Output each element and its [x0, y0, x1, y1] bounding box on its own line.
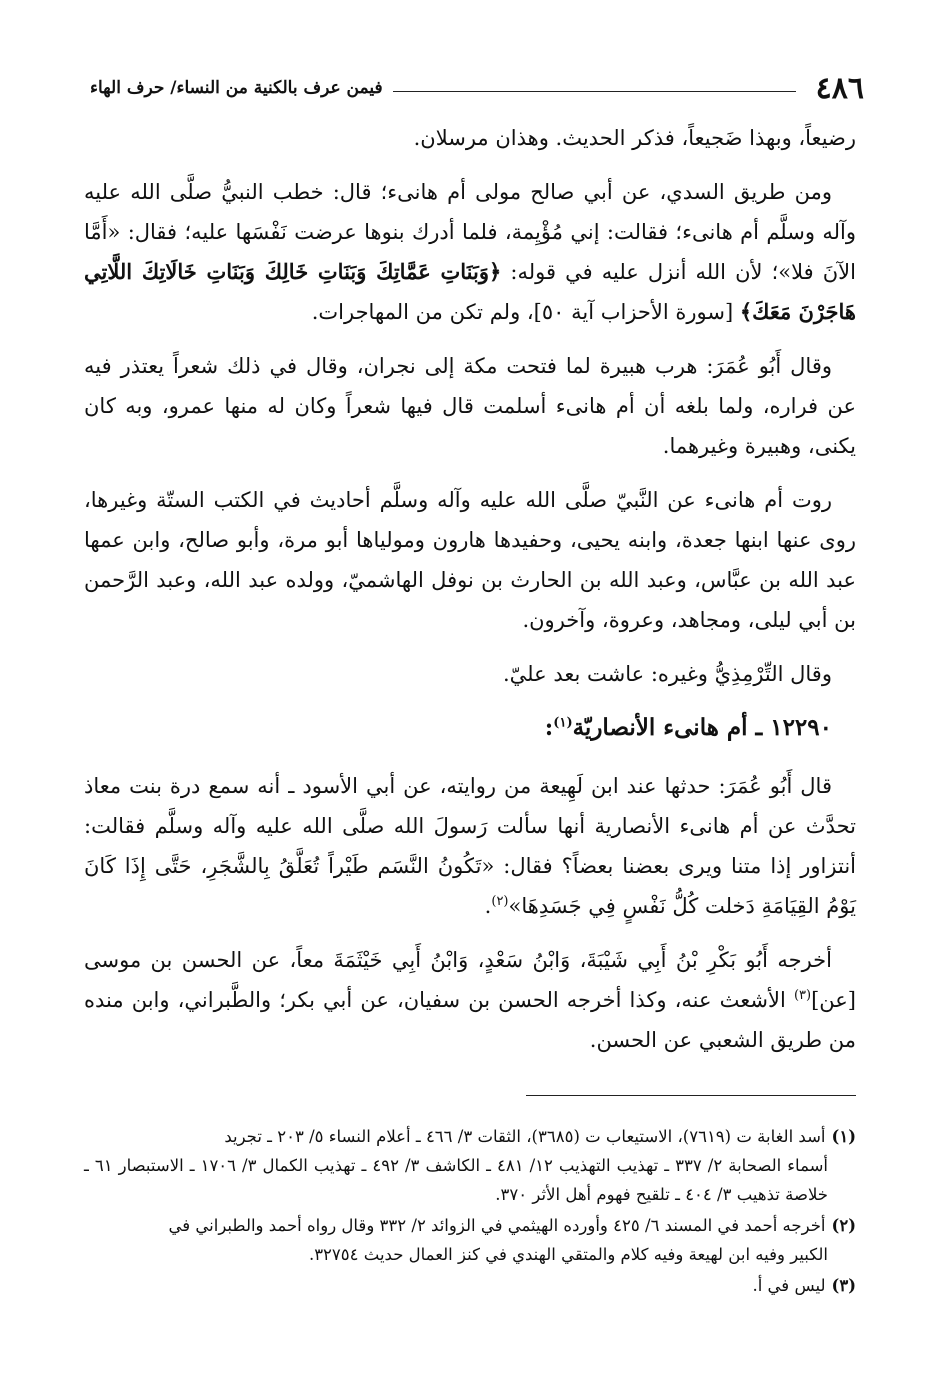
paragraph-7-text: أخرجه أَبُو بَكْرِ بْنُ أَبِي شَيْبَةَ، وَابْنُ سَعْدٍ، وَابْنُ أَبِي خَيْثَمَةَ معاً، عن الحسن بن موسى [عن] — [84, 948, 856, 1012]
footnote-1 — [84, 1122, 856, 1209]
paragraph-7-tail: الأشعث عنه، وكذا أخرجه الحسن بن سفيان، عن أبي بكر؛ والطَّبراني، وابن منده من طريق الشعبي عن الحسن. — [84, 988, 856, 1052]
footnote-3 — [84, 1271, 856, 1300]
footnote-number: (٣) — [831, 1276, 856, 1295]
footnote-text: أسد الغابة ت (٧٦١٩)، الاستيعاب ت (٣٦٨٥)، الثقات ٣/ ٤٦٦ ـ أعلام النساء ٥/ ٢٠٣ ـ تجريد — [224, 1127, 826, 1146]
main-text — [84, 118, 856, 1074]
footnote-2 — [84, 1211, 856, 1269]
footnote-number: (٢) — [831, 1216, 856, 1235]
footnote-ref-3[interactable]: (٣) — [793, 988, 812, 1003]
page-header — [90, 58, 864, 104]
paragraph-6 — [84, 766, 856, 926]
paragraph-7 — [84, 940, 856, 1060]
footnote-number: (١) — [831, 1127, 856, 1146]
paragraph-2 — [84, 172, 856, 332]
paragraph-1: رضيعاً، وبهذا ضَجيعاً، فذكر الحديث. وهذان مرسلان. — [413, 126, 856, 150]
entry-heading-colon: : — [544, 714, 554, 741]
footnote-separator — [526, 1095, 856, 1096]
footnote-text: أخرجه أحمد في المسند ٦/ ٤٢٥ وأورده الهيثمي في الزوائد ٢/ ٣٣٢ وقال رواه أحمد والطبراني في — [168, 1216, 826, 1235]
footnote-ref-2[interactable]: (٢) — [491, 894, 509, 909]
running-title: فيمن عرف بالكنية من النساء/ حرف الهاء — [90, 78, 383, 98]
footnote-continuation: أسماء الصحابة ٢/ ٣٣٧ ـ تهذيب التهذيب ١٢/ ٤٨١ ـ الكاشف ٣/ ٤٩٢ ـ تهذيب الكمال ٣/ ١٧٠٦ ـ الاستبصار ٦١ ـ خلاصة تذهيب ٣/ ٤٠٤ ـ تلقيح فهوم أهل الأثر ٣٧٠. — [84, 1156, 829, 1204]
paragraph-2-tail: [سورة الأحزاب آية ٥٠]، ولم تكن من المهاجرات. — [311, 300, 734, 324]
paragraph-2-text: ومن طريق السدي، عن أبي صالح مولى أم هانىء؛ قال: خطب النبيُّ صلَّى الله عليه وآله وسلَّم أم هانىء؛ فقالت: إني مُؤْيِمة، فلما أدرك بنوها عرضت نَفْسَها عليه؛ فقال: «أَمَّا الآنَ فلا»؛ لأن الله أنزل عليه في قوله: — [84, 180, 856, 284]
footnotes — [84, 1122, 856, 1302]
paragraph-3: وقال أَبُو عُمَرَ: هرب هبيرة لما فتحت مكة إلى نجران، وقال في ذلك شعراً يعتذر فيه عن فراره، ولما بلغه أن أم هانىء أسلمت قال فيها شعراً وكان له منها عمرو، وبه كان يكنى، وهبيرة وغيرهما. — [84, 354, 856, 458]
entry-heading-text: ١٢٢٩٠ ـ أم هانىء الأنصاريّة — [572, 714, 832, 741]
footnote-text: ليس في أ. — [752, 1276, 826, 1295]
header-rule — [393, 91, 796, 92]
paragraph-6-text: قال أَبُو عُمَرَ: حدثها عند ابن لَهِيعة من روايته، عن أبي الأسود ـ أنه سمع درة بنت معاذ تحدَّث عن أم هانىء الأنصارية أنها سألت رَسولَ الله صلَّى الله عليه وآله وسلَّم فقالت: أنتزاور إذا متنا ويرى بعضنا بعضاً؟ فقال: «تَكُونُ النَّسَم طَيْراً تُعَلَّقُ بِالشَّجَرِ، حَتَّى إِذَا كَانَ يَوْمُ القِيَامَةِ دَخلت كُلُّ نَفْسٍ فِي جَسَدِهَا» — [84, 774, 856, 918]
paragraph-5: وقال التِّرْمِذِيُّ وغيره: عاشت بعد عليّ. — [502, 662, 832, 686]
footnote-continuation: الكبير وفيه ابن لهيعة وفيه كلام والمتقي الهندي في كنز العمال حديث ٣٢٧٥٤. — [308, 1245, 828, 1264]
quran-verse: ﴿وَبَنَاتِ عَمَّاتِكَ وَبَنَاتِ خَالِكَ وَبَنَاتِ خَالَاتِكَ اللَّاتِي هَاجَرْنَ مَعَكَ﴾ — [84, 259, 856, 324]
footnote-ref-1[interactable]: (١) — [553, 715, 573, 731]
paragraph-6-end: . — [484, 894, 492, 918]
page-number: ٤٨٦ — [815, 71, 864, 106]
entry-heading — [84, 708, 832, 748]
paragraph-4: روت أم هانىء عن النَّبيّ صلَّى الله عليه وآله وسلَّم أحاديث في الكتب الستّة وغيرها، روى عنها ابنها جعدة، وابنه يحيى، وحفيدها هارون ومولياها أبو مرة، وأبو صالح، وابن عمها عبد الله بن عبَّاس، وعبد الله بن الحارث بن نوفل الهاشميّ، وولده عبد الله، وعبد الرَّحمن بن أبي ليلى، ومجاهد، وعروة، وآخرون. — [84, 488, 856, 632]
